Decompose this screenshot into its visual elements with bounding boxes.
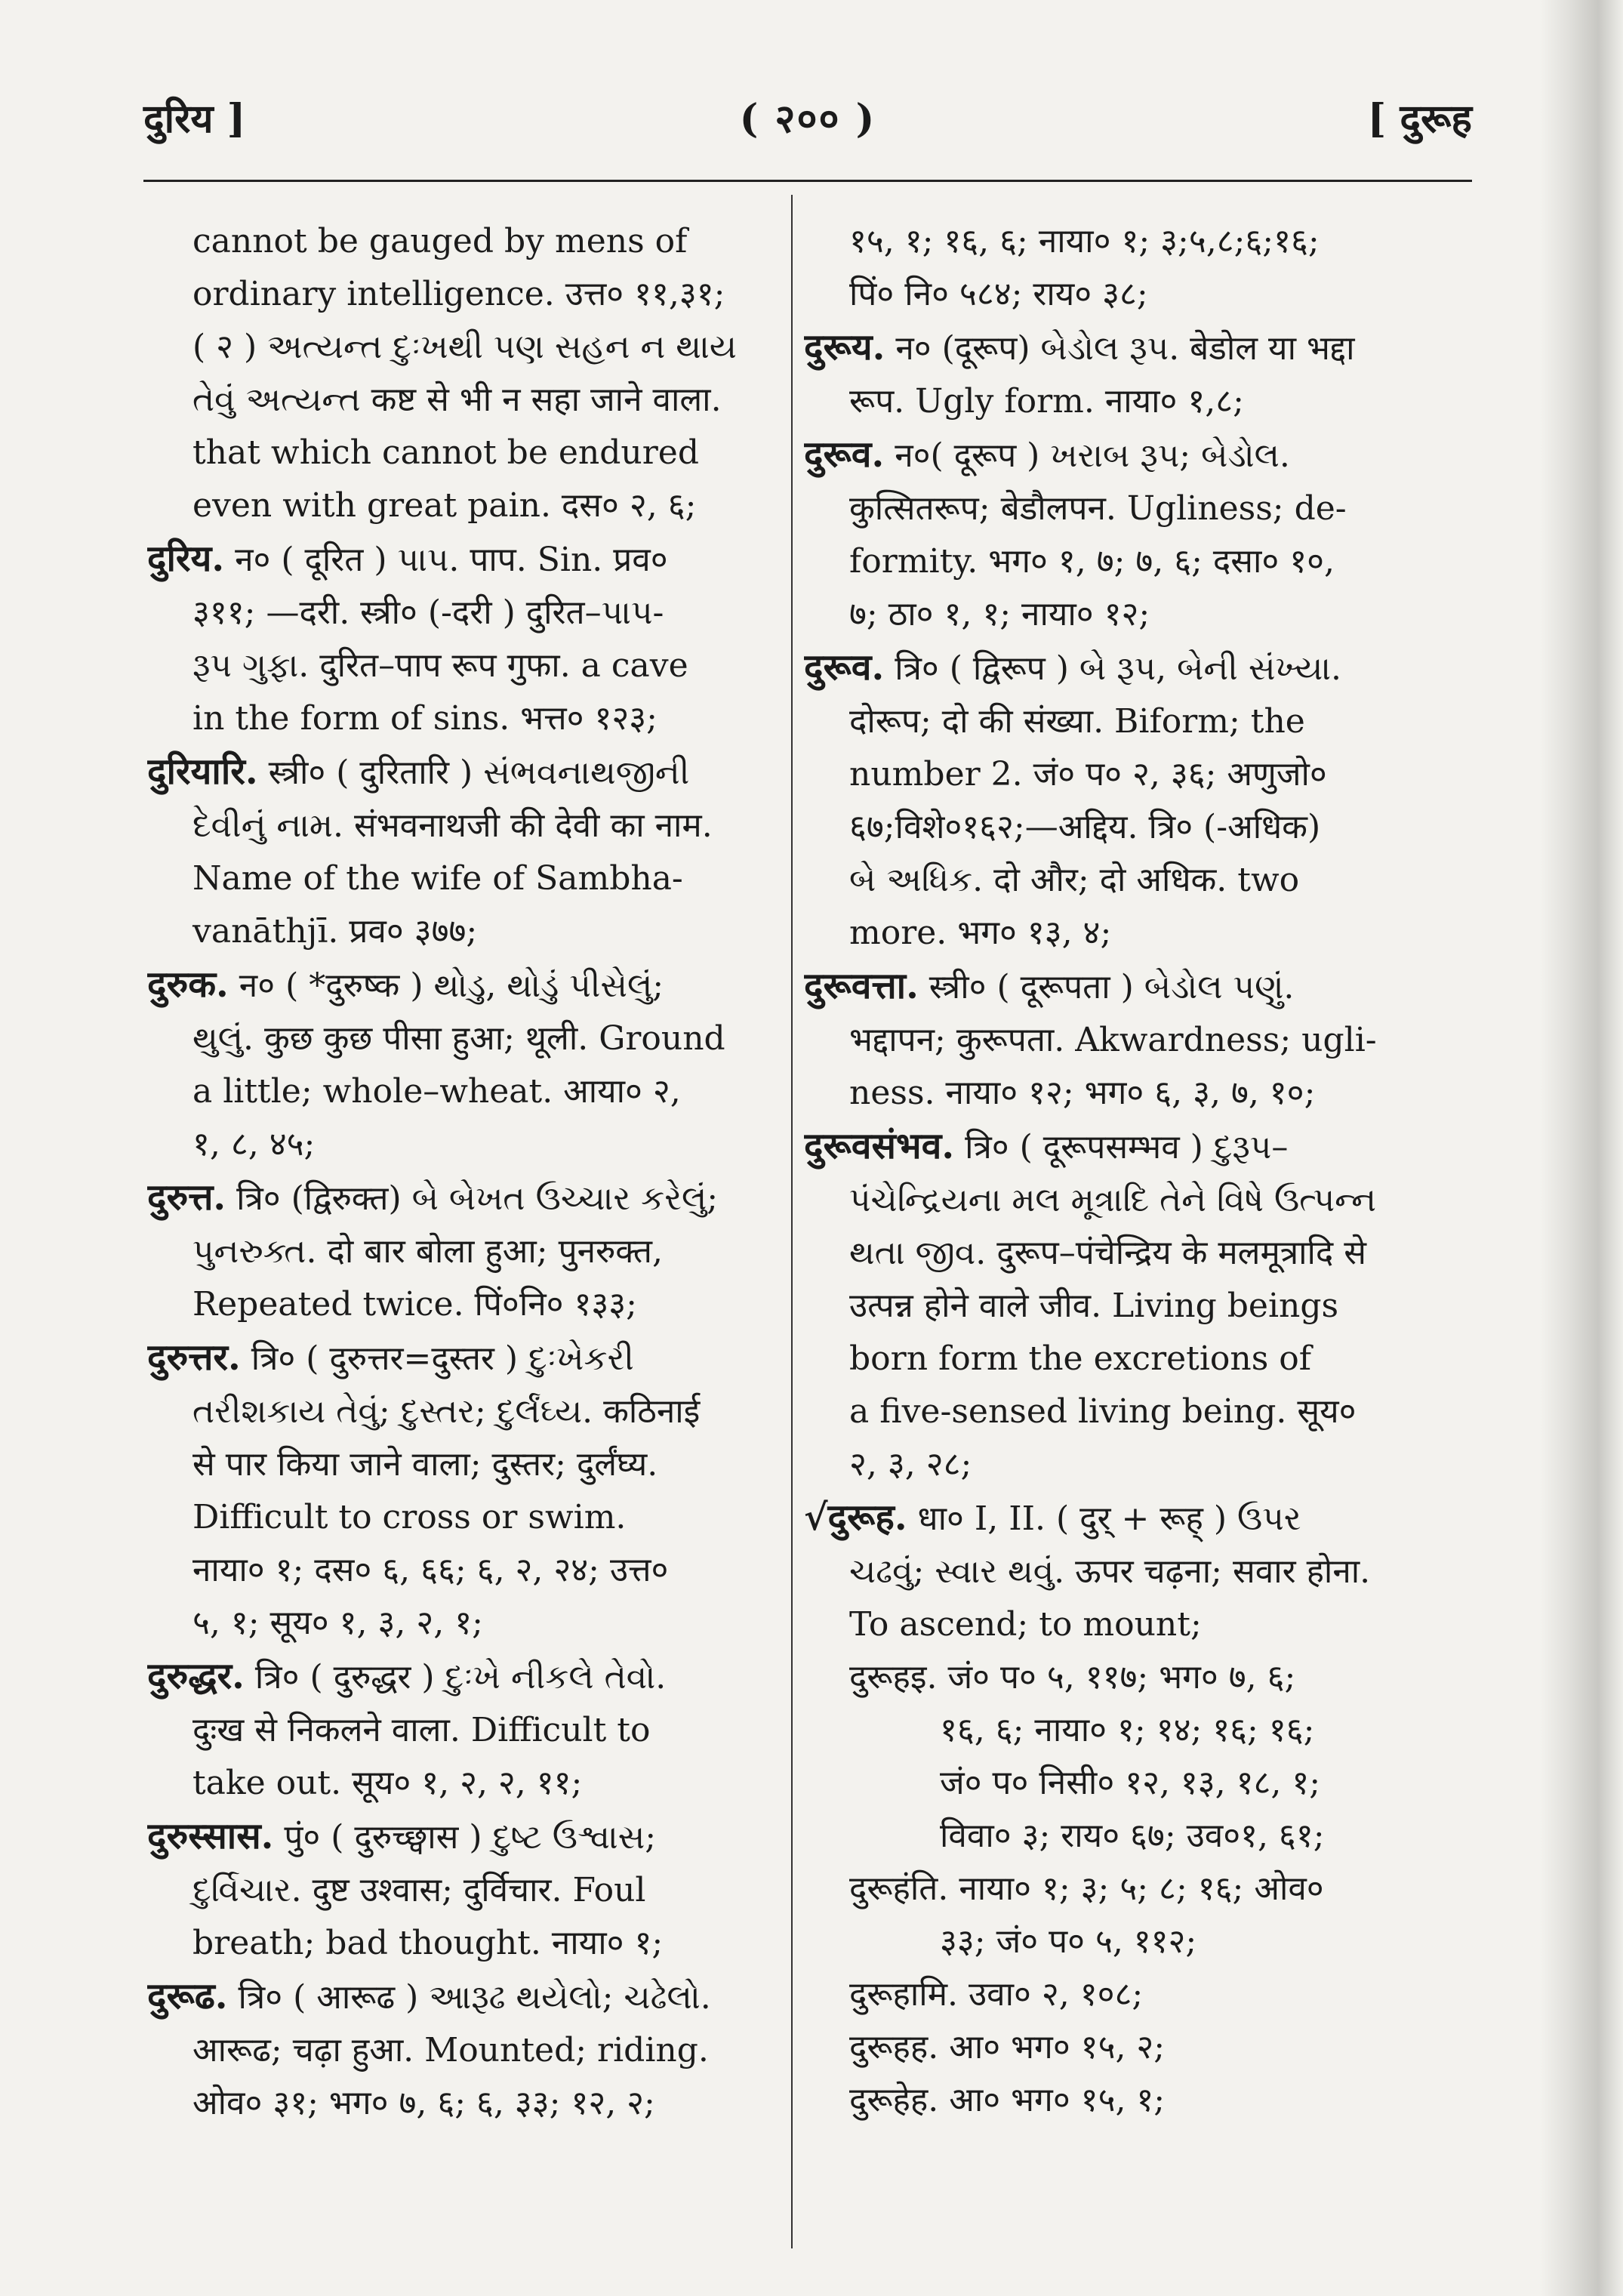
dict-subentry — [804, 1651, 1431, 1863]
dict-entry — [804, 428, 1431, 641]
entry-line: breath; bad thought. नाया० १; — [192, 1924, 664, 1962]
header-first-word: दुरिय ] — [143, 96, 246, 142]
entry-line: त्रि० ( दुरुत्तर=दुस्तर ) દુઃખેકરી — [251, 1339, 634, 1378]
entry-line: त्रि० (द्विरुक्त) બે બેખત ઉચ્ચાર કરેલું; — [236, 1179, 719, 1218]
headword: दुरूव. — [804, 433, 885, 476]
headword: √दुरूह. — [804, 1496, 907, 1539]
dict-entry — [147, 745, 766, 958]
dict-entry — [147, 1650, 766, 1810]
entry-line: પંચેન્દ્રિયના મલ મૂત્રાદિ તેને વિષે ઉત્પન્ન — [849, 1181, 1376, 1219]
entry-line: ordinary intelligence. उत्त० ११,३१; — [192, 275, 725, 313]
headword: दुरूवत्ता. — [804, 965, 919, 1007]
entry-line: number 2. जं० प० २, ३६; अणुजो० — [849, 755, 1327, 794]
entry-line: પુનરુક્ત. दो बार बोला हुआ; पुनरुक्त, — [192, 1232, 663, 1271]
dict-entry — [804, 641, 1431, 960]
entry-line: धा० I, II. ( दुर् + रूह् ) ઉપર — [917, 1499, 1301, 1538]
entry-line: न० ( *दुरुष्क ) થોડુ, થોડું પીસેલું; — [239, 966, 664, 1005]
entry-line: दोरूप; दो की संख्या. Biform; the — [849, 702, 1305, 741]
entry-line: उत्पन्न होने वाले जीव. Living beings — [849, 1287, 1339, 1325]
headword: दुरुद्धर. — [147, 1655, 245, 1697]
entry-line: a little; whole–wheat. आया० २, — [192, 1072, 681, 1111]
conjugated-form: दुरूहह. — [849, 2028, 939, 2066]
entry-line: पिं० नि० ५८४; राय० ३८; — [849, 275, 1148, 313]
entry-line: आ० भग० १५, २; — [949, 2028, 1166, 2066]
entry-line: उवा० २, १०८; — [969, 1975, 1144, 2014]
entry-line: न० (दूरूप) બેડોલ રૂપ. बेडोल या भद्दा — [895, 329, 1355, 368]
dict-entry — [147, 1171, 766, 1331]
entry-line: તેવું અત્યન્ત कष्ट से भी न सहा जाने वाला. — [192, 381, 722, 419]
entry-line: आ० भग० १५, १; — [949, 2081, 1166, 2119]
entry-line: स्त्री० ( दुरितारि ) સંભવનાથજીની — [268, 754, 690, 792]
entry-line: २, ३, २८; — [849, 1445, 972, 1484]
entry-line: ness. नाया० १२; भग० ६, ३, ७, १०; — [849, 1074, 1316, 1112]
dict-subentry — [804, 1968, 1431, 2021]
dict-entry — [147, 958, 766, 1171]
entry-line: जं० प० ५, ११७; भग० ७, ६; — [947, 1658, 1296, 1697]
entry-line: ३३; जं० प० ५, ११२; — [940, 1922, 1197, 1961]
entry-line: in the form of sins. भत्त० १२३; — [192, 699, 658, 738]
entry-line: कुत्सितरूप; बेडौलपन. Ugliness; de- — [849, 489, 1347, 528]
headword: दुरूवसंभव. — [804, 1125, 955, 1167]
entry-line: दुःख से निकलने वाला. Difficult to — [192, 1711, 651, 1749]
entry-line: नाया० १; दस० ६, ६६; ६, २, २४; उत्त० — [192, 1551, 669, 1589]
headword: दुरुत्त. — [147, 1176, 226, 1219]
dict-subentry — [804, 2021, 1431, 2074]
left-column — [147, 215, 766, 2130]
dict-entry — [804, 1120, 1431, 1491]
headword: दुरिय. — [147, 538, 225, 580]
entry-line: born form the excretions of — [849, 1339, 1312, 1378]
headword: दुरूय. — [804, 326, 885, 368]
entry-line: ( २ ) અત્યન્ત દુઃખથી પણ સહન ન થાય — [192, 328, 737, 366]
entry-line: न० ( दूरित ) પાપ. पाप. Sin. प्रव० — [235, 541, 668, 579]
entry-line: आरूढ; चढ़ा हुआ. Mounted; riding. — [192, 2031, 709, 2069]
entry-line: ३११; —दरी. स्त्री० (-दरी ) दुरित–પાપ- — [192, 593, 664, 632]
headword: दुरूव. — [804, 646, 885, 689]
entry-line: १५, १; १६, ६; नाया० १; ३;५,८;६;१६; — [849, 222, 1320, 260]
headword: दुरुक. — [147, 963, 229, 1006]
entry-line: से पार किया जाने वाला; दुस्तर; दुर्लंघ्य. — [192, 1445, 658, 1484]
dict-entry — [804, 1491, 1431, 1651]
entry-line: जं० प० निसी० १२, १३, १८, १; — [940, 1764, 1321, 1802]
dict-subentry — [804, 1863, 1431, 1968]
entry-line: ચઢવું; સ્વાર થવું. ऊपर चढ़ना; सवार होना. — [849, 1552, 1371, 1591]
header-rule — [143, 180, 1472, 182]
entry-line: १६, ६; नाया० १; १४; १६; १६; — [940, 1711, 1315, 1749]
headword: दुरूढ. — [147, 1975, 228, 2017]
column-divider — [791, 195, 793, 2248]
dict-entry — [147, 1810, 766, 1970]
entry-line: स्त्री० ( दूरूपता ) બેડોલ પણું. — [929, 968, 1295, 1006]
entry-line: cannot be gauged by mens of — [192, 222, 688, 260]
conjugated-form: दुरूहइ. — [849, 1658, 938, 1697]
page-edge — [1540, 0, 1623, 2296]
entry-line: Repeated twice. पिं०नि० १३३; — [192, 1285, 637, 1324]
entry-line: take out. सूय० १, २, २, ११; — [192, 1764, 583, 1802]
headword: दुरियारि. — [147, 750, 258, 793]
entry-line: ५, १; सूय० १, ३, २, १; — [192, 1604, 483, 1642]
entry-line: Difficult to cross or swim. — [192, 1498, 627, 1536]
dict-entry — [147, 532, 766, 745]
dict-entry — [147, 1970, 766, 2130]
entry-line: that which cannot be endured — [192, 433, 699, 472]
headword: दुरुत्तर. — [147, 1336, 241, 1379]
entry-line: पुं० ( दुरुच्छ्वास ) દુષ્ટ ઉશ્વાસ; — [284, 1818, 657, 1857]
entry-line: त्रि० ( दूरूपसम्भव ) દુરૂપ– — [965, 1128, 1289, 1166]
entry-line: દુર્વિચાર. दुष्ट उश्वास; दुर्विचार. Foul — [192, 1871, 646, 1909]
entry-line: १, ८, ४५; — [192, 1125, 316, 1163]
entry-line: formity. भग० १, ७; ७, ६; दसा० १०, — [849, 542, 1335, 581]
entry-line: રૂપ ગુફા. दुरित–पाप रूप गुफा. a cave — [192, 646, 688, 685]
entry-line: બે અધિક. दो और; दो अधिक. two — [849, 861, 1300, 899]
dict-entry — [147, 215, 766, 532]
conjugated-form: दुरूहेह. — [849, 2081, 939, 2119]
dict-entry — [804, 321, 1431, 428]
dict-entry — [804, 215, 1431, 321]
entry-line: more. भग० १३, ४; — [849, 914, 1112, 952]
entry-line: त्रि० ( आरूढ ) આરૂઢ થયેલો; ચઢેલો. — [238, 1978, 711, 2017]
entry-line: भद्दापन; कुरूपता. Akwardness; ugli- — [849, 1021, 1377, 1059]
entry-line: Name of the wife of Sambha- — [192, 859, 683, 898]
entry-line: તરીશકાય તેવું; દુસ્તર; દુર્લંઘ્ય. कठिनाई — [192, 1392, 701, 1431]
entry-line: रूप. Ugly form. नाया० १,८; — [849, 382, 1244, 421]
entry-line: त्रि० ( द्विरूप ) બે રૂપ, બેની સંખ્યા. — [895, 649, 1341, 688]
dict-entry — [147, 1331, 766, 1650]
headword: दुरुस्सास. — [147, 1815, 274, 1857]
dict-subentry — [804, 2074, 1431, 2127]
entry-line: a five-sensed living being. सूय० — [849, 1392, 1357, 1431]
entry-line: even with great pain. दस० २, ६; — [192, 486, 697, 525]
entry-line: त्रि० ( दुरुद्धर ) દુઃખે નીકલે તેવો. — [254, 1658, 667, 1697]
entry-line: To ascend; to mount; — [849, 1605, 1202, 1644]
entry-line: થુલું. कुछ कुछ पीसा हुआ; थूली. Ground — [192, 1019, 725, 1058]
entry-line: विवा० ३; राय० ६७; उव०१, ६१; — [940, 1817, 1325, 1855]
entry-line: ओव० ३१; भग० ७, ६; ६, ३३; १२, २; — [192, 2084, 655, 2122]
entry-line: થતા જીવ. दुरूप–पंचेन्द्रिय के मलमूत्रादि से — [849, 1234, 1367, 1272]
entry-line: न०( दूरूप ) ખરાબ રૂપ; બેડોલ. — [895, 436, 1290, 475]
entry-line: नाया० १; ३; ५; ८; १६; ओव० — [959, 1869, 1324, 1908]
conjugated-form: दुरूहंति. — [849, 1869, 949, 1908]
entry-line: ७; ठा० १, १; नाया० १२; — [849, 595, 1150, 633]
right-column — [804, 215, 1431, 2127]
dict-entry — [804, 960, 1431, 1120]
page-number: ( २०० ) — [739, 96, 876, 142]
page-header — [143, 91, 1472, 151]
entry-line: ६७;विशे०१६२;—अद्दिय. त्रि० (-अधिक) — [849, 808, 1321, 846]
entry-line: vanāthjī. प्रव० ३७७; — [192, 912, 478, 951]
header-last-word: [ दुरूह — [1367, 96, 1472, 142]
entry-line: દેવીનું નામ. संभवनाथजी की देवी का नाम. — [192, 806, 713, 845]
conjugated-form: दुरूहामि. — [849, 1975, 959, 2014]
